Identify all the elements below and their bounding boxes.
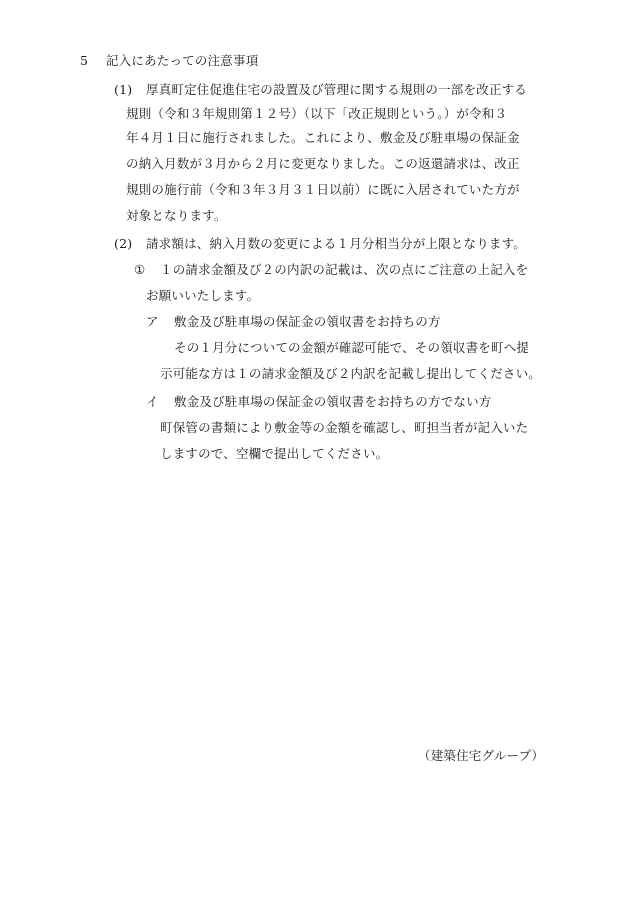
- item1-line-1: 厚真町定住促進住宅の設置及び管理に関する規則の一部を改正する: [146, 82, 528, 97]
- footer-group: （建築住宅グループ）: [418, 748, 545, 763]
- sub-b-heading: 敷金及び駐車場の保証金の領収書をお持ちの方でない方: [174, 394, 492, 409]
- sub1-line-2: お願いいたします。: [146, 288, 260, 303]
- sub-a-heading: 敷金及び駐車場の保証金の領収書をお持ちの方: [174, 314, 441, 329]
- section-title: 記入にあたっての注意事項: [106, 53, 259, 68]
- item1-line-2: 規則（令和３年規則第１２号）（以下「改正規則という。）が令和３: [126, 106, 508, 121]
- sub-b-marker: イ: [146, 394, 159, 409]
- sub-b-line-1: 町保管の書類により敷金等の金額を確認し、町担当者が記入いた: [160, 420, 529, 435]
- sub-a-line-1: その１月分についての金額が確認可能で、その領収書を町へ提: [174, 340, 530, 355]
- sub1-marker: ①: [134, 262, 146, 277]
- sub-b-line-2: しますので、空欄で提出してください。: [160, 446, 389, 461]
- sub-a-marker: ア: [146, 314, 159, 329]
- sub1-line-1: １の請求金額及び２の内訳の記載は、次の点にご注意の上記入を: [160, 262, 529, 277]
- item2-text: 請求額は、納入月数の変更による１月分相当分が上限となります。: [146, 236, 527, 251]
- item1-line-3: 年４月１日に施行されました。これにより、敷金及び駐車場の保証金: [126, 130, 520, 145]
- item2-marker: (2): [114, 236, 133, 251]
- section-number: 5: [80, 53, 89, 68]
- item1-line-5: 規則の施行前（令和３年３月３１日以前）に既に入居されていた方が: [126, 182, 520, 197]
- item1-line-6: 対象となります。: [126, 208, 227, 223]
- item1-line-4: の納入月数が３月から２月に変更なりました。この返還請求は、改正: [126, 156, 520, 171]
- item1-marker: (1): [114, 82, 133, 97]
- sub-a-line-2: 示可能な方は１の請求金額及び２内訳を記載し提出してください。: [160, 366, 542, 381]
